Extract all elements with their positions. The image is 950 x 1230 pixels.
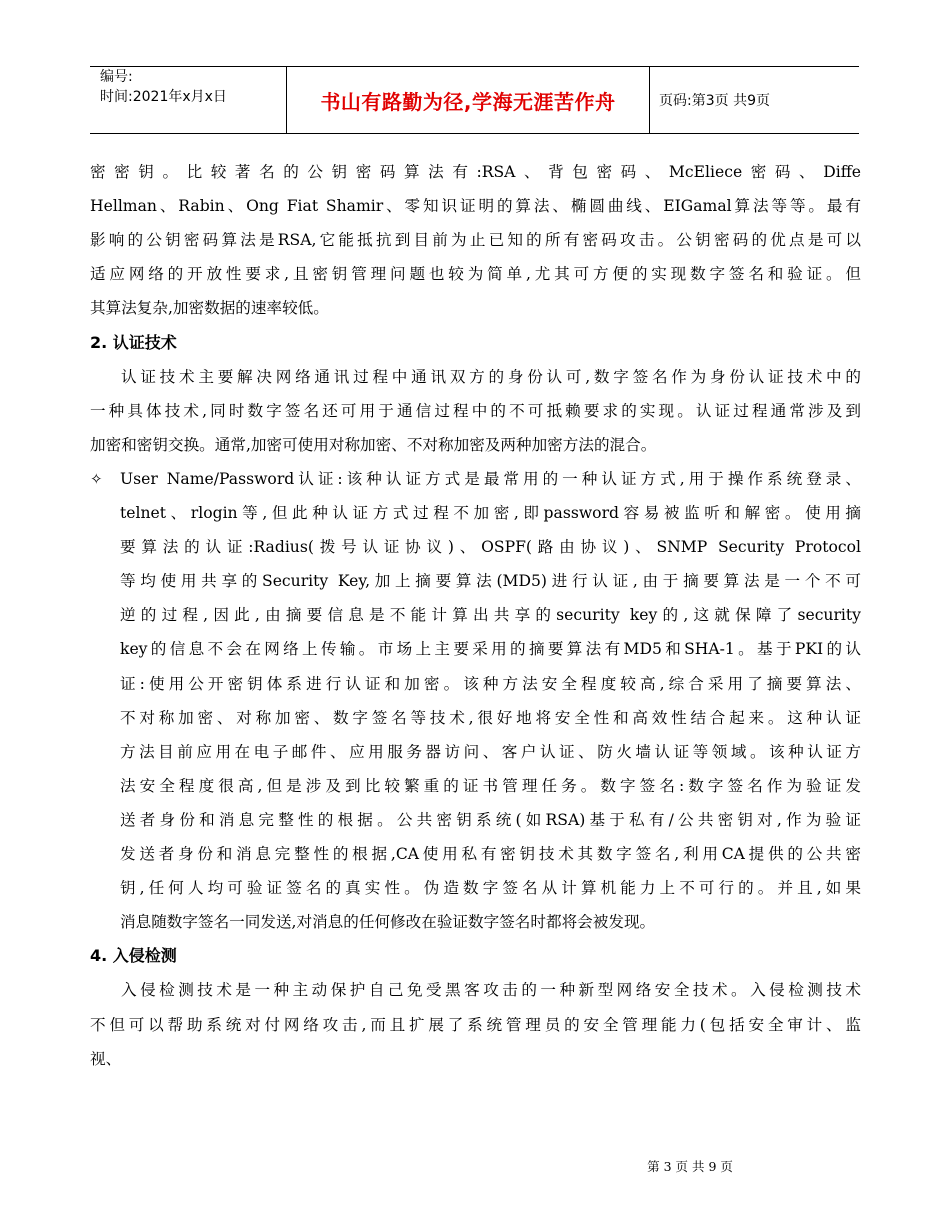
- bullet-icon: ✧: [90, 469, 103, 488]
- body-text-line: 加密和密钥交换。通常,加密可使用对称加密、不对称加密及两种加密方法的混合。: [90, 435, 657, 454]
- header-right-cell: [650, 67, 859, 133]
- bullet-continuation-line: key的信息不会在网络上传输。市场上主要采用的摘要算法有MD5和SHA-1。基于PKI的认: [120, 640, 861, 659]
- bullet-item-line: User Name/Password认证:该种认证方式是最常用的一种认证方式,用于操作系统登录、: [120, 469, 861, 488]
- paragraph-first-line: 入侵检测技术是一种主动保护自己免受黑客攻击的一种新型网络安全技术。入侵检测技术: [121, 981, 861, 1000]
- page-footer: [0, 1157, 950, 1175]
- header-page-info: 页码:第3页 共9页: [659, 93, 770, 109]
- header-left-cell: [90, 67, 287, 133]
- bullet-continuation-line: 要算法的认证:Radius(拨号认证协议)、OSPF(路由协议)、SNMP Security Protocol: [120, 538, 861, 557]
- body-text-line: 不但可以帮助系统对付网络攻击,而且扩展了系统管理员的安全管理能力(包括安全审计、监: [90, 1015, 861, 1034]
- section-heading: 2. 认证技术: [90, 332, 177, 352]
- bullet-continuation-line: telnet、rlogin等,但此种认证方式过程不加密,即password容易被监听和解密。使用摘: [120, 504, 861, 522]
- section-heading: 4. 入侵检测: [90, 946, 177, 966]
- body-text-line: 影响的公钥密码算法是RSA,它能抵抗到目前为止已知的所有密码攻击。公钥密码的优点是可以: [90, 231, 861, 250]
- header-motto: 书山有路勤为径,学海无涯苦作舟: [320, 89, 616, 114]
- bullet-continuation-line: 送者身份和消息完整性的根据。公共密钥系统(如RSA)基于私有/公共密钥对,作为验证: [120, 810, 861, 829]
- body-text-line: 其算法复杂,加密数据的速率较低。: [90, 299, 329, 318]
- header-table: [90, 66, 859, 134]
- paragraph-first-line: 认证技术主要解决网络通讯过程中通讯双方的身份认可,数字签名作为身份认证技术中的: [121, 367, 861, 386]
- bullet-continuation-line: 消息随数字签名一同发送,对消息的任何修改在验证数字签名时都将会被发现。: [120, 913, 656, 932]
- body-text-line: Hellman、Rabin、Ong Fiat Shamir、零知识证明的算法、椭圆曲线、EIGamal算法等等。最有: [90, 197, 861, 216]
- bullet-continuation-line: 发送者身份和消息完整性的根据,CA使用私有密钥技术其数字签名,利用CA提供的公共密: [120, 845, 861, 863]
- body-text-line: 视、: [90, 1049, 122, 1068]
- document-number-label: 编号:: [100, 69, 133, 85]
- document-date-label: 时间:2021年x月x日: [100, 89, 227, 105]
- bullet-continuation-line: 等均使用共享的Security Key,加上摘要算法(MD5)进行认证,由于摘要算法是一个不可: [120, 572, 861, 591]
- bullet-continuation-line: 法安全程度很高,但是涉及到比较繁重的证书管理任务。数字签名:数字签名作为验证发: [120, 776, 861, 795]
- bullet-continuation-line: 逆的过程,因此,由摘要信息是不能计算出共享的security key的,这就保障了security: [120, 606, 861, 625]
- header-middle-cell: [287, 67, 650, 133]
- bullet-continuation-line: 不对称加密、对称加密、数字签名等技术,很好地将安全性和高效性结合起来。这种认证: [120, 708, 861, 727]
- bullet-continuation-line: 钥,任何人均可验证签名的真实性。伪造数字签名从计算机能力上不可行的。并且,如果: [120, 879, 861, 898]
- footer-page-number: 第 3 页 共 9 页: [647, 1159, 733, 1174]
- bullet-continuation-line: 证:使用公开密钥体系进行认证和加密。该种方法安全程度较高,综合采用了摘要算法、: [120, 674, 861, 693]
- body-text-line: 适应网络的开放性要求,且密钥管理问题也较为简单,尤其可方便的实现数字签名和验证。但: [90, 265, 861, 284]
- body-text-line: 密密钥。比较著名的公钥密码算法有:RSA、背包密码、McEliece密码、Diffe: [90, 163, 861, 181]
- body-text-line: 一种具体技术,同时数字签名还可用于通信过程中的不可抵赖要求的实现。认证过程通常涉及到: [90, 401, 861, 420]
- bullet-continuation-line: 方法目前应用在电子邮件、应用服务器访问、客户认证、防火墙认证等领域。该种认证方: [120, 742, 861, 761]
